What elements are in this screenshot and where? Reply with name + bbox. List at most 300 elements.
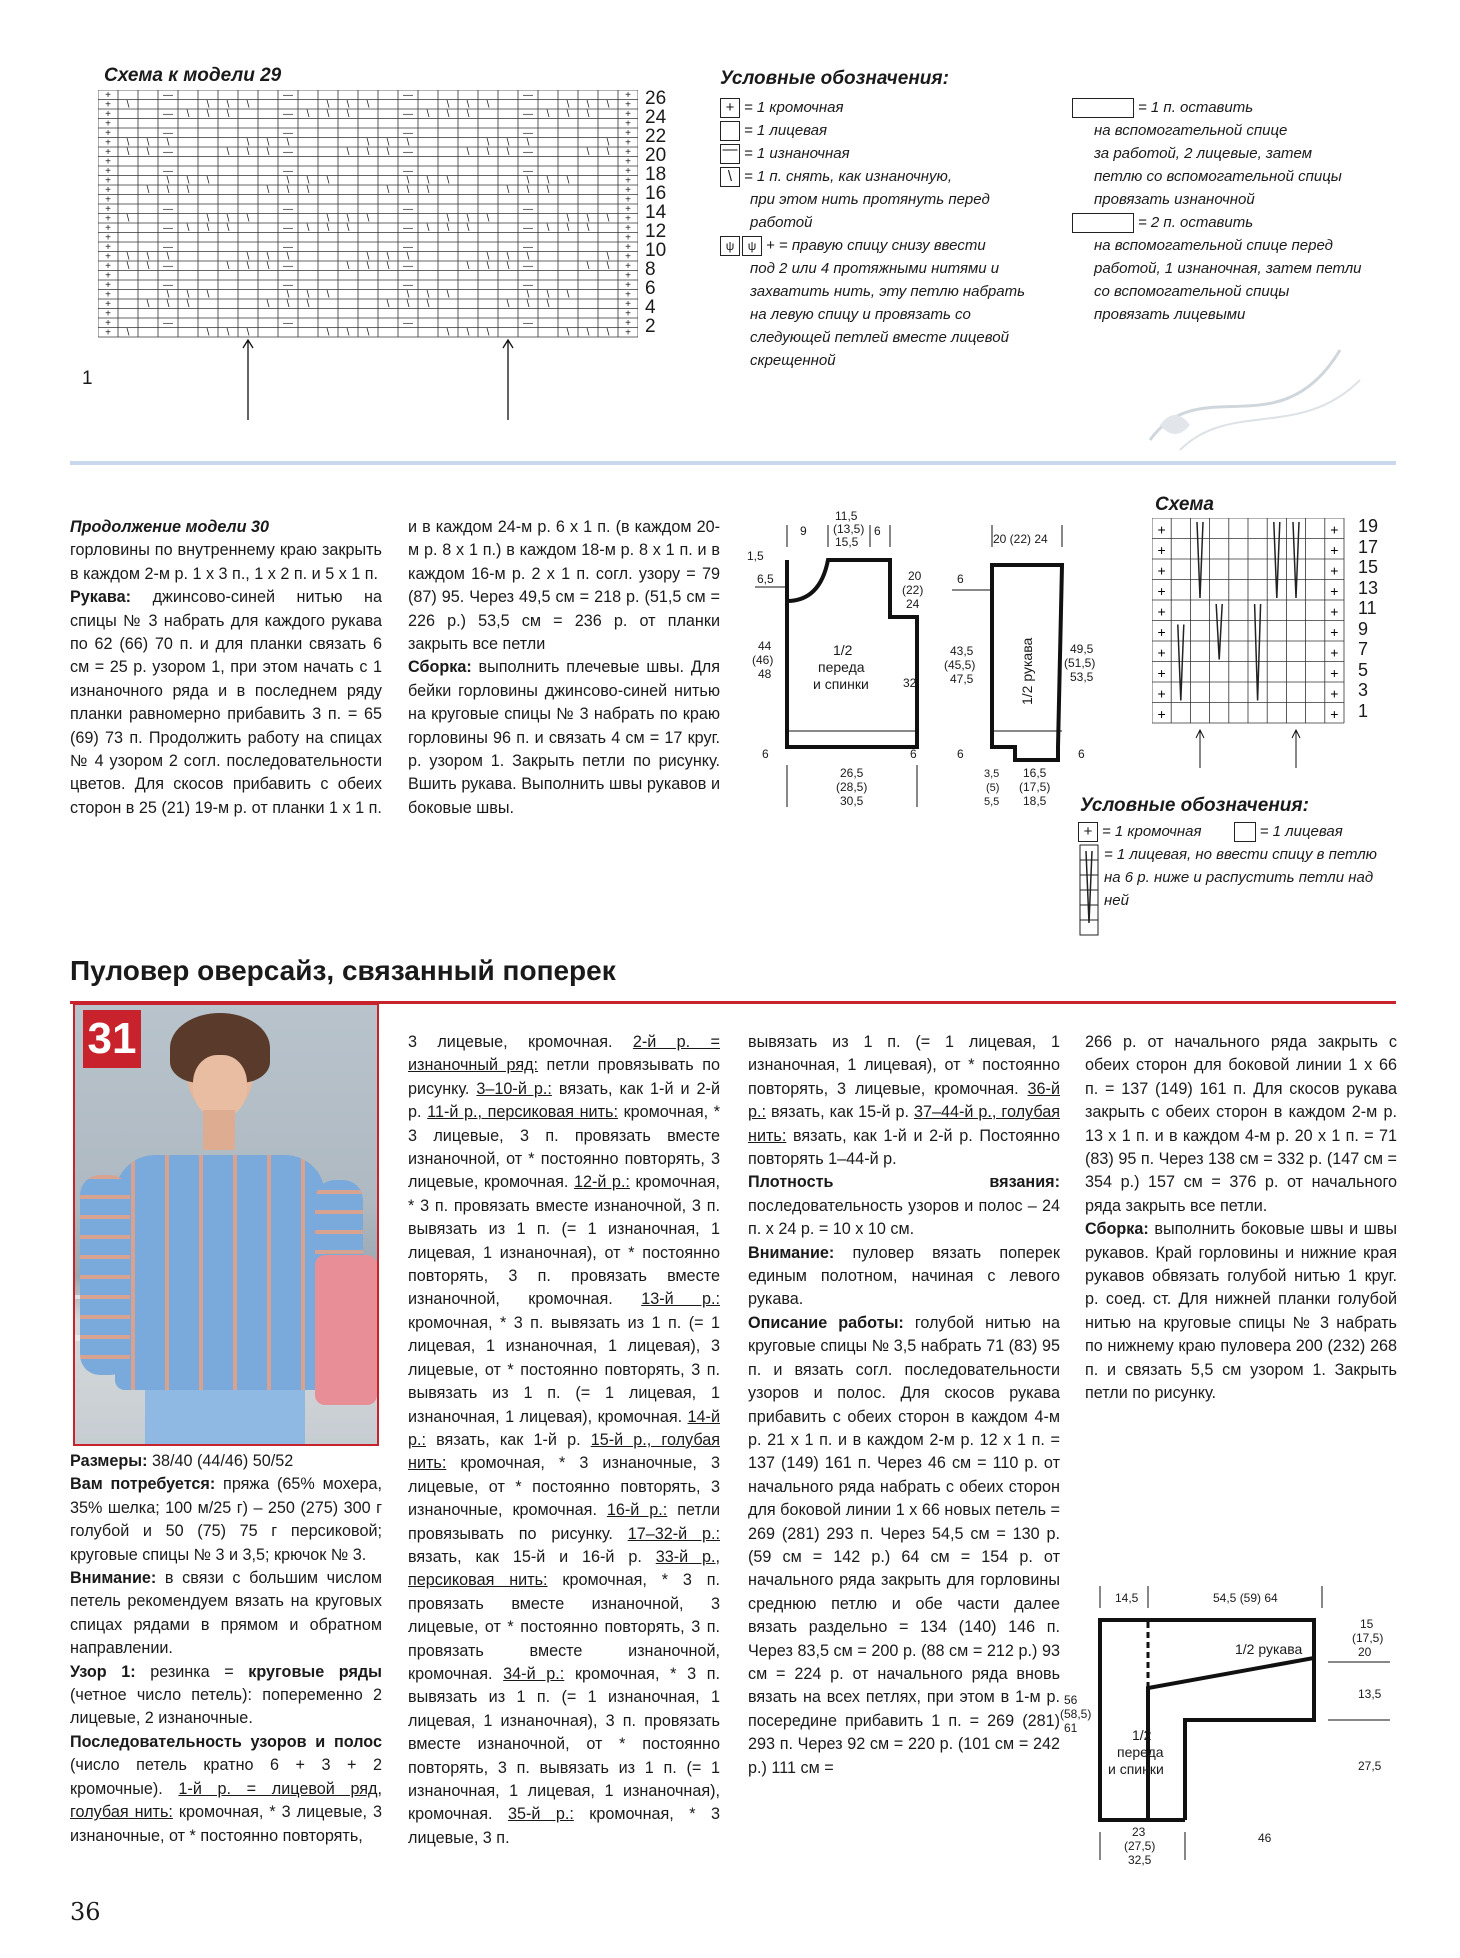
legend-30-title: Условные обозначения: (1080, 795, 1309, 816)
svg-text:\: \ (126, 327, 130, 339)
svg-text:\: \ (286, 185, 290, 196)
front-left-h3: 48 (758, 667, 772, 681)
svg-text:+: + (105, 175, 111, 187)
svg-text:—: — (283, 128, 293, 139)
front-top-c: (13,5) (833, 522, 865, 536)
row-number: 14 (645, 202, 667, 223)
svg-text:+: + (625, 194, 631, 206)
svg-text:+: + (105, 90, 111, 101)
svg-text:+: + (625, 308, 631, 320)
svg-text:\: \ (126, 137, 130, 149)
sleeve-w3: 18,5 (1023, 794, 1047, 808)
svg-text:\: \ (446, 175, 450, 187)
svg-text:\: \ (366, 213, 370, 225)
legend-pickup-text-5: следующей петлей вместе лицевой (750, 329, 1009, 346)
svg-text:\: \ (466, 327, 470, 339)
svg-text:—: — (523, 280, 533, 291)
svg-text:—: — (403, 147, 413, 158)
svg-text:\: \ (546, 109, 550, 120)
row-number: 9 (1358, 618, 1369, 639)
sleeve-right-h2: (51,5) (1064, 656, 1096, 670)
svg-text:\: \ (226, 109, 230, 120)
row-number: 20 (645, 145, 667, 166)
svg-text:+: + (105, 251, 111, 263)
svg-text:\: \ (606, 251, 610, 263)
sleeve-b1: 3,5 (984, 768, 1000, 780)
svg-text:\: \ (186, 185, 190, 196)
svg-text:+: + (1330, 644, 1339, 661)
svg-text:\: \ (466, 99, 470, 111)
svg-text:+: + (105, 213, 111, 225)
svg-text:—: — (163, 204, 173, 215)
svg-text:+: + (1330, 583, 1339, 599)
sleeve-left-h2: (45,5) (944, 658, 976, 672)
svg-text:+: + (625, 118, 631, 130)
front-bottom-r: 6 (910, 747, 917, 761)
svg-text:\: \ (186, 299, 190, 310)
svg-text:\: \ (606, 327, 610, 339)
svg-text:+: + (625, 109, 631, 120)
svg-text:+: + (105, 118, 111, 130)
svg-text:+: + (625, 166, 631, 177)
svg-text:+: + (1157, 706, 1166, 722)
svg-text:\: \ (486, 99, 490, 111)
legend-30-special-2: на 6 р. ниже и распустить петли над ней (1104, 869, 1374, 909)
row-number: 26 (645, 88, 667, 109)
svg-text:\: \ (566, 109, 570, 120)
svg-text:\: \ (326, 327, 330, 339)
model-31-heading: Пуловер оверсайз, связанный поперек (70, 955, 616, 986)
svg-text:+: + (1330, 521, 1339, 538)
decorative-swirl-icon (1140, 330, 1370, 460)
svg-text:\: \ (506, 299, 510, 310)
svg-text:\: \ (326, 223, 330, 234)
row-number: 15 (1358, 557, 1379, 577)
legend-knit-text: = 1 лицевая (744, 122, 828, 139)
svg-text:+: + (1330, 542, 1339, 558)
model-30-col2 (408, 516, 720, 820)
sleeve-w2: (17,5) (1019, 780, 1051, 794)
svg-text:\: \ (186, 289, 190, 301)
svg-text:\: \ (446, 327, 450, 339)
p31-top-a: 14,5 (1115, 1591, 1139, 1605)
p31-right-b: (17,5) (1352, 1631, 1384, 1645)
legend-cable-right-4: со вспомогательной спицы (1094, 283, 1290, 300)
svg-text:\: \ (346, 213, 350, 225)
svg-text:\: \ (386, 299, 390, 310)
row-number: 24 (645, 107, 667, 128)
svg-text:\: \ (246, 327, 250, 339)
svg-text:\: \ (466, 261, 470, 272)
svg-text:\: \ (186, 109, 190, 120)
front-top-a: 9 (800, 524, 807, 538)
svg-text:\: \ (506, 251, 510, 263)
svg-text:\: \ (406, 251, 410, 263)
scheme-29-grid (98, 90, 638, 425)
sweater-photo (73, 1003, 379, 1446)
front-left-b: 6,5 (757, 572, 774, 586)
svg-text:+: + (105, 156, 111, 168)
svg-text:\: \ (586, 99, 590, 111)
svg-text:+: + (105, 327, 111, 339)
front-label-3: и спинки (813, 676, 869, 692)
svg-text:—: — (283, 166, 293, 177)
svg-text:\: \ (566, 175, 570, 187)
svg-text:+: + (625, 327, 631, 339)
svg-text:\: \ (446, 213, 450, 225)
svg-text:\: \ (566, 99, 570, 111)
svg-text:\: \ (186, 223, 190, 234)
svg-text:—: — (523, 109, 533, 120)
svg-text:+: + (1157, 542, 1166, 558)
svg-text:\: \ (446, 289, 450, 301)
model-31-col3 (748, 1031, 1060, 1780)
model-31-col1-paragraph: Размеры: 38/40 (44/46) 50/52 (70, 1452, 294, 1470)
svg-text:\: \ (526, 299, 530, 310)
front-left-h1: 44 (758, 639, 772, 653)
svg-text:+: + (1157, 562, 1166, 579)
svg-text:\: \ (206, 109, 210, 120)
svg-text:\: \ (206, 289, 210, 301)
svg-text:—: — (283, 223, 293, 234)
svg-text:\: \ (206, 99, 210, 111)
svg-text:\: \ (506, 137, 510, 149)
legend-slip-text: = 1 п. снять, как изнаночную, (744, 168, 952, 185)
svg-text:—: — (523, 128, 533, 139)
svg-text:—: — (403, 128, 413, 139)
svg-text:—: — (163, 128, 173, 139)
legend-cable-left-3: за работой, 2 лицевые, затем (1094, 145, 1312, 162)
svg-text:+: + (105, 109, 111, 120)
svg-text:—: — (283, 90, 293, 101)
svg-text:—: — (523, 204, 533, 215)
row-number: 2 (645, 316, 656, 337)
svg-text:+: + (105, 232, 111, 244)
svg-text:+: + (625, 318, 631, 329)
svg-text:\: \ (526, 137, 530, 149)
row-number: 12 (645, 221, 667, 242)
svg-text:\: \ (206, 327, 210, 339)
model-31-col3-paragraph: Внимание: пуловер вязать поперек единым полотном, начиная с левого рукава. (748, 1243, 1060, 1309)
legend-29-right (1072, 96, 1392, 326)
svg-text:\: \ (126, 147, 130, 158)
front-label-1: 1/2 (833, 642, 853, 658)
svg-text:\: \ (226, 223, 230, 234)
legend-pickup-text-4: на левую спицу и провязать со (750, 306, 971, 323)
svg-text:+: + (625, 299, 631, 310)
legend-cable-right-2: на вспомогательной спице перед (1094, 237, 1333, 254)
front-w2: (28,5) (836, 780, 868, 794)
svg-text:\: \ (466, 213, 470, 225)
legend-30-items: + = 1 кромочная = 1 лицевая = 1 лицевая, но ввести спицу в петлю на 6 р. ниже и распустить петли над ней (1078, 820, 1398, 939)
svg-text:+: + (625, 213, 631, 225)
svg-text:\: \ (426, 109, 430, 120)
legend-edge-text: = 1 кромочная (744, 99, 844, 116)
svg-text:\: \ (606, 261, 610, 272)
sleeve-bottom-r: 6 (1078, 747, 1085, 761)
scheme-29-title: Схема к модели 29 (104, 65, 282, 86)
svg-text:\: \ (226, 213, 230, 225)
legend-cable-left-5: провязать изнаночной (1094, 191, 1255, 208)
svg-text:\: \ (166, 251, 170, 263)
svg-text:\: \ (426, 299, 430, 310)
svg-text:+: + (105, 223, 111, 234)
svg-text:\: \ (326, 289, 330, 301)
svg-text:\: \ (486, 261, 490, 272)
svg-text:\: \ (346, 99, 350, 111)
p31-right-c: 20 (1358, 1645, 1372, 1659)
model-30-col2-paragraph: Сборка: выполнить плечевые швы. Для бейки горловины джинсово-синей нитью на круговые спицы № 3 набрать по краю горловины 96 п. и связать 4 см = 17 круг. р. узором 1. Закрыть петли по рисунку. Вшить рукава. Выполнить швы рукавов и боковые швы. (408, 658, 720, 817)
svg-text:+: + (1157, 685, 1166, 702)
p31-right-d: 13,5 (1358, 1687, 1382, 1701)
svg-text:\: \ (146, 261, 150, 272)
legend-pickup-text: + = правую спицу снизу ввести (766, 237, 986, 254)
svg-text:\: \ (206, 213, 210, 225)
front-right-b: (22) (902, 583, 924, 597)
svg-text:\: \ (406, 185, 410, 196)
sleeve-b3: 5,5 (984, 796, 1000, 808)
svg-text:\: \ (246, 99, 250, 111)
svg-text:\: \ (326, 109, 330, 120)
svg-text:\: \ (166, 289, 170, 301)
svg-text:\: \ (266, 147, 270, 158)
svg-text:—: — (283, 261, 293, 272)
row-number: 3 (1358, 680, 1369, 700)
model-31-col4 (1085, 1031, 1397, 1406)
svg-text:+: + (625, 99, 631, 111)
svg-text:\: \ (146, 185, 150, 196)
svg-text:\: \ (466, 223, 470, 234)
svg-text:\: \ (346, 223, 350, 234)
svg-text:\: \ (126, 261, 130, 272)
svg-text:—: — (403, 280, 413, 291)
svg-text:—: — (403, 109, 413, 120)
svg-text:\: \ (266, 185, 270, 196)
svg-text:\: \ (426, 185, 430, 196)
svg-text:\: \ (306, 289, 310, 301)
svg-text:\: \ (306, 299, 310, 310)
svg-text:\: \ (146, 147, 150, 158)
svg-text:+: + (105, 242, 111, 253)
pattern-31-diagram (1060, 1580, 1400, 1870)
svg-text:\: \ (566, 327, 570, 339)
model-31-col2-paragraph: 3 лицевые, кромочная. 2-й р. = изнаночный ряд: петли провязывать по рисунку. 3–10-й р.: вязать, как 1-й и 2-й р. 11-й р., персиковая нить: кромочная, * 3 лицевые, 3 п. провязать вместе изнаночной, от * постоянно повторять, 3 лицевые, кромочная. 12-й р.: кромочная, * 3 п. провязать вместе изнаночной, 3 п. вывязать из 1 п. (= 1 изнаночная, 1 лицевая, 1 изнаночная), от * постоянно повторять, 3 п. провязать вместе изнаночной, кромочная. 13-й р.: кромочная, * 3 п. вывязать из 1 п. (= 1 лицевая, 1 изнаночная, 1 лицевая), 3 лицевые, от * постоянно повторять, 3 п. вывязать из 1 п. (= 1 лицевая, 1 изнаночная, 1 лицевая), кромочная. 14-й р.: вязать, как 1-й р. 15-й р., голубая нить: кромочная, * 3 изнаночные, 3 лицевые, от * постоянно повторять, 3 изнаночные, кромочная. 16-й р.: петли провязывать по рисунку. 17–32-й р.: вязать, как 15-й и 16-й р. 33-й р., персиковая нить: кромочная, * 3 п. провязать вместе изнаночной, 3 лицевые, от * постоянно повторять, 3 п. провязать вместе изнаночной, кромочная. 34-й р.: кромочная, * 3 п. вывязать из 1 п. (= 1 изнаночная, 1 лицевая, 1 изнаночная), 3 п. провязать вместе изнаночной, от * постоянно повторять, 3 п. вывязать из 1 п. (= 1 изнаночная, 1 лицевая, 1 изнаночная), кромочная. 35-й р.: кромочная, * 3 лицевые, 3 п. (408, 1033, 721, 1847)
svg-text:\: \ (326, 175, 330, 187)
svg-text:—: — (283, 147, 293, 158)
legend-30-edge: = 1 кромочная (1102, 823, 1202, 840)
row-number: 10 (645, 240, 667, 261)
scheme-30-title: Схема (1155, 494, 1215, 515)
svg-text:+: + (105, 270, 111, 282)
model-30-col1-paragraph: Продолжение модели 30 (70, 518, 270, 536)
svg-text:\: \ (226, 261, 230, 272)
p31-left-b: (58,5) (1060, 1707, 1092, 1721)
model-31-col4-paragraph: Сборка: выполнить боковые швы и швы рукавов. Край горловины и нижние края рукавов обвязать голубой нитью 1 круг. р. соед. ст. Для нижней планки голубой нитью на круговые спицы № 3 набрать по нижнему краю пуловера 200 (232) 268 п. и связать 5,5 см узором 1. Закрыть петли по рисунку. (1085, 1220, 1397, 1403)
svg-text:\: \ (446, 223, 450, 234)
svg-text:—: — (403, 204, 413, 215)
sleeve-w1: 16,5 (1023, 766, 1047, 780)
svg-text:+: + (625, 223, 631, 234)
front-label-2: переда (818, 659, 865, 675)
svg-text:\: \ (366, 251, 370, 263)
svg-text:+: + (105, 289, 111, 301)
svg-text:\: \ (226, 99, 230, 111)
svg-text:\: \ (386, 137, 390, 149)
page-number: 36 (70, 1898, 101, 1926)
scheme-29-row-one: 1 (82, 368, 93, 389)
p31-bottom-d: 46 (1258, 1831, 1272, 1845)
p31-bottom-c: 32,5 (1128, 1853, 1152, 1867)
svg-text:\: \ (606, 213, 610, 225)
legend-pickup-text-6: скрещенной (750, 352, 836, 369)
front-right-c: 24 (906, 597, 920, 611)
p31-top-b: 54,5 (59) 64 (1213, 1591, 1278, 1605)
svg-text:\: \ (246, 137, 250, 149)
svg-text:+: + (105, 185, 111, 196)
svg-text:—: — (283, 204, 293, 215)
front-left-h2: (46) (752, 653, 774, 667)
legend-cable-left-4: петлю со вспомогательной спицы (1094, 168, 1342, 185)
svg-text:+: + (625, 147, 631, 158)
model-31-col3-paragraph: Описание работы: голубой нитью на круговые спицы № 3,5 набрать 71 (83) 95 п. и вязать согл. последовательности узоров и полос. Для скосов рукава прибавить с обеих сторон в каждом 4-м р. 21 х 1 п. и в каждом 2-м р. 12 х 1 п. = 137 (149) 161 п. Через 46 см = 110 р. от начального ряда набрать с обеих сторон для боковой линии 1 х 66 новых петель = 269 (281) 293 п. Через 54,5 см = 130 р. (59 см = 142 р.) 64 см = 154 р. от начального ряда закрыть для горловины среднюю петлю и обе части далее вязать раздельно = 134 (140) 146 п. Через 83,5 см = 200 р. (88 см = 212 р.) 93 см = 224 р. от начального ряда вновь вязать на всех петлях, при этом в 1-м р. посередине прибавить 1 п. = 269 (281) 293 п. Через 92 см = 220 р. (101 см = 242 р.) 111 см = (748, 1313, 1060, 1777)
svg-text:\: \ (286, 137, 290, 149)
svg-text:\: \ (166, 137, 170, 149)
row-number: 6 (645, 278, 656, 299)
svg-text:+: + (105, 194, 111, 206)
p31-bottom-b: (27,5) (1124, 1839, 1156, 1853)
p31-body-3: и спинки (1108, 1761, 1164, 1777)
svg-text:—: — (283, 109, 293, 120)
svg-text:\: \ (526, 175, 530, 187)
svg-text:\: \ (586, 261, 590, 272)
svg-text:—: — (163, 318, 173, 329)
front-bottom-l: 6 (762, 747, 769, 761)
svg-text:\: \ (586, 223, 590, 234)
row-number: 22 (645, 126, 667, 147)
svg-text:+: + (1330, 603, 1339, 620)
svg-text:\: \ (406, 175, 410, 187)
model-31-col2 (408, 1031, 720, 1850)
svg-text:\: \ (246, 147, 250, 158)
svg-text:\: \ (366, 327, 370, 339)
svg-text:—: — (283, 242, 293, 253)
row-number: 1 (1358, 700, 1369, 721)
svg-text:—: — (523, 90, 533, 101)
row-number: 17 (1358, 536, 1379, 557)
p31-right-e: 27,5 (1358, 1759, 1382, 1773)
svg-text:\: \ (366, 137, 370, 149)
svg-text:\: \ (166, 185, 170, 196)
svg-text:+: + (105, 204, 111, 215)
legend-cable-right-5: провязать лицевыми (1094, 306, 1246, 323)
svg-text:\: \ (506, 185, 510, 196)
svg-text:\: \ (286, 175, 290, 187)
svg-text:+: + (625, 156, 631, 168)
svg-text:\: \ (226, 147, 230, 158)
svg-text:\: \ (466, 147, 470, 158)
svg-text:\: \ (306, 185, 310, 196)
svg-text:\: \ (546, 223, 550, 234)
svg-text:—: — (403, 242, 413, 253)
sleeve-right-h1: 49,5 (1070, 642, 1094, 656)
svg-text:+: + (1330, 624, 1339, 640)
svg-text:\: \ (586, 109, 590, 120)
svg-text:\: \ (306, 109, 310, 120)
p31-left-a: 56 (1064, 1693, 1078, 1707)
model-number-badge: 31 (83, 1010, 141, 1068)
svg-text:+: + (625, 204, 631, 215)
svg-text:\: \ (546, 289, 550, 301)
svg-text:\: \ (586, 213, 590, 225)
svg-text:\: \ (206, 175, 210, 187)
svg-text:\: \ (606, 137, 610, 149)
model-30-col1 (70, 516, 382, 820)
legend-slip-text-2: при этом нить протянуть перед (750, 191, 990, 208)
svg-text:\: \ (126, 251, 130, 263)
front-right-a: 20 (908, 569, 922, 583)
svg-text:\: \ (286, 251, 290, 263)
divider-top (70, 461, 1396, 465)
p31-bottom-a: 23 (1132, 1825, 1146, 1839)
sleeve-bottom-l: 6 (957, 747, 964, 761)
front-mid: 32 (903, 676, 917, 690)
svg-text:+: + (1157, 665, 1166, 681)
svg-text:\: \ (266, 261, 270, 272)
svg-text:\: \ (146, 137, 150, 149)
front-left-a: 1,5 (747, 549, 764, 563)
svg-text:+: + (1330, 706, 1339, 722)
svg-text:+: + (1157, 624, 1166, 640)
svg-text:\: \ (566, 289, 570, 301)
svg-text:+: + (105, 299, 111, 310)
svg-text:—: — (403, 90, 413, 101)
legend-30-knit: = 1 лицевая (1259, 823, 1343, 840)
svg-text:—: — (283, 318, 293, 329)
svg-text:\: \ (586, 327, 590, 339)
sleeve-left-h1: 43,5 (950, 644, 974, 658)
model-30-col1-paragraph: Рукава: джинсово-синей нитью на спицы № 3 набрать для каждого рукава по 62 (66) 70 п. и для планки связать 6 см = 25 р. узором 1, при этом начать с 1 изнаночного ряда и в последнем ряду планки равномерно прибавить 3 п. = 65 (69) 73 п. Продолжить работу на спицах № 4 узором 2 согл. последовательности цветов. Для скосов прибавить с обеих сторон в 25 (21) 19-м р. от планки 1 х 1 п. (70, 588, 382, 817)
svg-text:+: + (625, 185, 631, 196)
svg-text:+: + (625, 280, 631, 291)
svg-text:\: \ (246, 261, 250, 272)
svg-text:\: \ (146, 299, 150, 310)
front-top-e: 6 (874, 524, 881, 538)
svg-text:\: \ (426, 289, 430, 301)
svg-text:+: + (1157, 603, 1166, 620)
p31-left-c: 61 (1064, 1721, 1078, 1735)
svg-text:\: \ (226, 327, 230, 339)
svg-text:\: \ (526, 289, 530, 301)
p31-body-1: 1/2 (1132, 1727, 1152, 1743)
row-number: 13 (1358, 577, 1379, 598)
sleeve-left-h3: 47,5 (950, 672, 974, 686)
svg-text:\: \ (486, 327, 490, 339)
svg-text:—: — (163, 109, 173, 120)
svg-text:\: \ (306, 175, 310, 187)
svg-text:\: \ (246, 213, 250, 225)
svg-text:+: + (1330, 665, 1339, 681)
svg-text:\: \ (406, 137, 410, 149)
svg-text:\: \ (406, 289, 410, 301)
svg-text:—: — (403, 223, 413, 234)
svg-text:\: \ (606, 147, 610, 158)
svg-text:—: — (163, 166, 173, 177)
sleeve-b2: (5) (986, 782, 1000, 794)
svg-text:—: — (403, 166, 413, 177)
svg-text:\: \ (546, 299, 550, 310)
svg-text:+: + (625, 242, 631, 253)
svg-text:—: — (523, 147, 533, 158)
